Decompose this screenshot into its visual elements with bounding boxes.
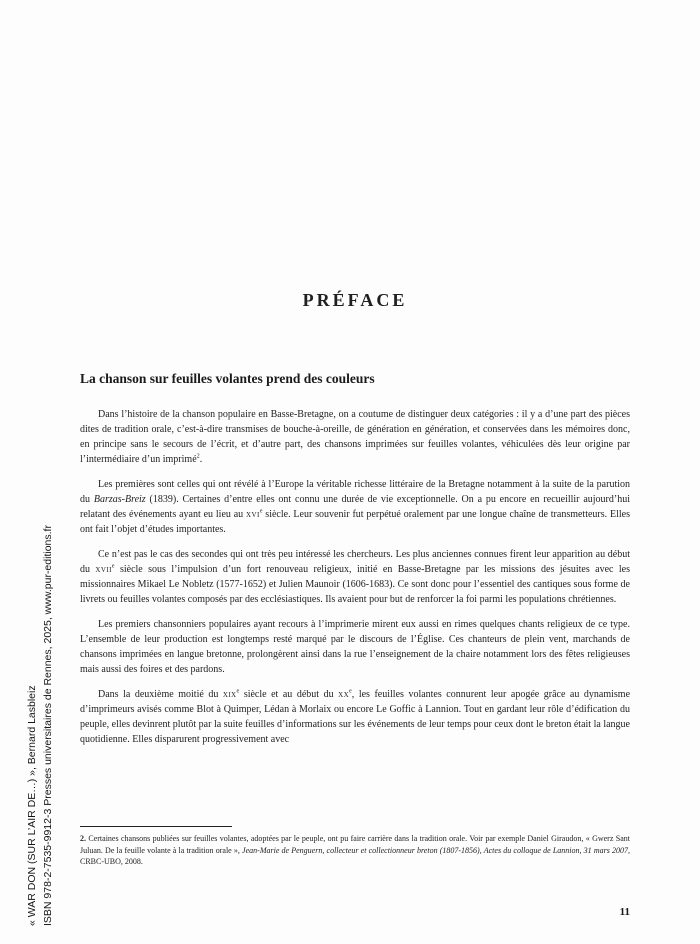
paragraph-1: Dans l’histoire de la chanson populaire en Basse-Bretagne, on a coutume de distinguer deux catégories : il y a d’une part des pièces dites de tradition orale, c’est-à-dire transmises de bouche-à-oreille, de génération en génération, et conservées dans les mémoires donc, en principe sans le secours de l’écrit, et d’autre part, des chansons imprimées sur feuilles volantes, véhiculées dès leur origine par l’intermédiaire d’un imprimé$^2$. xyxy=(80,409,630,465)
footnote-divider xyxy=(80,826,232,827)
page-number: 11 xyxy=(619,906,630,918)
spine-imprint xyxy=(24,414,56,926)
spine-title-author: « WAR DON (SUR L’AIR DE…) », Bernard Lasbleiz xyxy=(26,685,38,926)
page-content xyxy=(80,0,630,757)
page-title: PRÉFACE xyxy=(302,290,408,310)
paragraph-2: Les premières sont celles qui ont révélé à l’Europe la véritable richesse littéraire de la Bretagne notamment à la suite de la parution du Barzas-Breiz (1839). Certaines d’entre elles ont connu une durée de vie exceptionnelle. On a pu encore en recueillir aujourd’hui relatant des événements ayant eu lieu au xvi$^e$ siècle. Leur souvenir fut perpétué oralement par une longue chaîne de transmetteurs. Elles ont fait l’objet d’études importantes. xyxy=(80,479,631,535)
paragraph-4: Les premiers chansonniers populaires ayant recours à l’imprimerie mirent eux aussi en rimes quelques chants religieux de ce type. L’ensemble de leur production est longtemps resté marqué par le discours de l’Église. Ces chanteurs de plein vent, marchands de chansons imprimées en langue bretonne, prolongèrent ainsi dans la rue l’enseignement de la chaire notamment lors des fêtes religieuses mais aussi des foires et des pardons. xyxy=(80,619,630,675)
paragraph-5: Dans la deuxième moitié du xix$^e$ siècle et au début du $xx^e$, les feuilles volantes connurent leur apogée grâce au dynamisme d’imprimeurs avisés comme Blot à Quimper, Lédan à Morlaix ou encore Le Goffic à Lannion. Tout en gardant leur rôle d’édification du peuple, elles devinrent plutôt par la suite feuilles d’informations sur les événements de leur temps pour ceux dont le breton était la langue quotidienne. Elles disparurent progressivement avec xyxy=(80,687,631,745)
footnote-block xyxy=(80,826,630,868)
section-heading: La chanson sur feuilles volantes prend des couleurs xyxy=(80,371,375,386)
footnote: 2. Certaines chansons publiées sur feuilles volantes, adoptées par le peuple, ont pu faire carrière dans la tradition orale. Voir par exemple Daniel Giraudon, « Gwerz Sant Juluan. De la feuille volante à la tradition orale », Jean-Marie de Penguern, collecteur et collectionneur breton (1807-1856), Actes du colloque de Lannion, 31 mars 2007, CRBC-UBO, 2008. xyxy=(80,834,631,866)
spine-isbn-publisher: ISBN 978-2-7535-9912-3 Presses universitaires de Rennes, 2025, www.pur-editions.fr xyxy=(42,525,54,926)
paragraph-3: Ce n’est pas le cas des secondes qui ont très peu intéressé les chercheurs. Les plus anciennes connues firent leur apparition au début du xvii$^e$ siècle sous l’impulsion d’un fort renouveau religieux, initié en Basse-Bretagne par les missions des jésuites avec les missionnaires Mikael Le Nobletz (1577-1652) et Julien Maunoir (1606-1683). Ce sont donc pour l’essentiel des cantiques sous forme de livrets ou feuilles volantes composés par des ecclésiastiques. Ils avaient pour but de renforcer la foi parmi les populations chrétiennes. xyxy=(80,549,631,605)
